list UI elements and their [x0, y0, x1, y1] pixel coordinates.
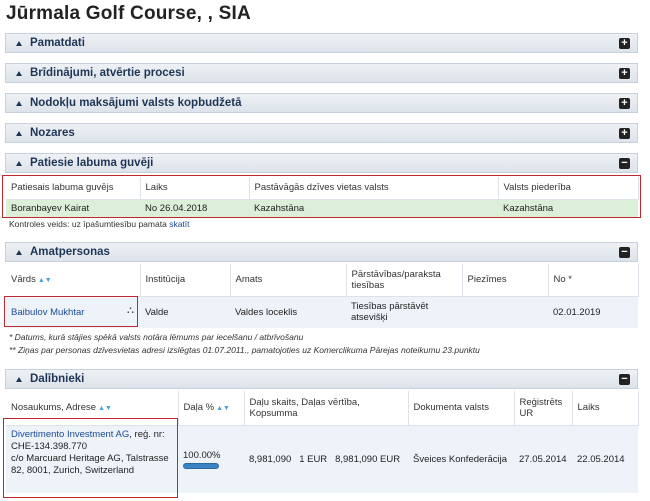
- section-bridinajumi[interactable]: [5, 63, 638, 83]
- col-header-nationality: Valsts piederība: [498, 177, 638, 199]
- expand-icon[interactable]: +: [619, 98, 630, 109]
- official-rights: Tiesības pārstāvēt atsevišķi: [351, 301, 429, 324]
- shareholder-country: Šveices Konfederācija: [413, 453, 507, 465]
- official-name-link[interactable]: Baibulov Mukhtar: [11, 306, 85, 318]
- official-position: Valdes loceklis: [235, 306, 298, 318]
- shareholder-reg: , reģ. nr: CHE-134.398.770: [11, 428, 165, 452]
- shareholder-share: 100.00%: [183, 449, 221, 461]
- col-header-name[interactable]: Vārds ▲▼: [6, 264, 140, 296]
- collapse-icon[interactable]: −: [619, 374, 630, 385]
- col-header-institution: Institūcija: [140, 264, 230, 296]
- official-name-cell: [6, 296, 140, 328]
- table-row: [6, 296, 638, 328]
- table-row: [6, 425, 638, 493]
- officials-table: [6, 264, 639, 328]
- caret-icon: [16, 41, 22, 46]
- view-link[interactable]: skatīt: [169, 219, 190, 229]
- beneficiary-residence: Kazahstāna: [254, 203, 305, 215]
- shareholder-count-cell: [244, 425, 408, 493]
- shareholder-share-cell: [178, 425, 244, 493]
- official-from: 02.01.2019: [553, 306, 601, 318]
- section-title: Nodokļu maksājumi valsts kopbudžetā: [30, 97, 242, 109]
- collapse-icon[interactable]: −: [619, 247, 630, 258]
- section-title: Dalībnieki: [30, 373, 85, 385]
- page-title: Jūrmala Golf Course, , SIA: [6, 3, 251, 24]
- section-nozares[interactable]: [5, 123, 638, 143]
- col-header-residence: Pastāvāgās dzīves vietas valsts: [249, 177, 498, 199]
- control-type: [9, 219, 190, 229]
- section-pamatdati[interactable]: [5, 33, 638, 53]
- section-dalibnieki[interactable]: [5, 369, 638, 389]
- shareholder-value: 1 EUR: [299, 453, 328, 465]
- expand-icon[interactable]: +: [619, 68, 630, 79]
- sort-icon[interactable]: ▲▼: [98, 405, 112, 413]
- section-title: Amatpersonas: [30, 246, 110, 258]
- col-header-from: Laiks: [572, 391, 638, 425]
- shareholder-name-cell: [6, 425, 178, 493]
- col-header-name: Patiesais labuma guvējs: [6, 177, 140, 199]
- shareholder-total: 8,981,090 EUR: [335, 453, 401, 465]
- beneficiary-nationality: Kazahstāna: [503, 203, 554, 215]
- col-header-country: Dokumenta valsts: [408, 391, 514, 425]
- shareholders-table: [6, 391, 639, 493]
- section-amatpersonas[interactable]: [5, 242, 638, 262]
- expand-icon[interactable]: +: [619, 128, 630, 139]
- caret-icon: [16, 101, 22, 106]
- official-institution: Valde: [145, 306, 169, 318]
- section-labuma[interactable]: [5, 153, 638, 173]
- caret-icon: [16, 161, 22, 166]
- shareholder-address: c/o Marcuard Heritage AG, Talstrasse 82, 8001, Zurich, Switzerland: [11, 452, 169, 476]
- sort-icon[interactable]: ▲▼: [216, 405, 230, 413]
- shareholder-count: 8,981,090: [249, 453, 292, 465]
- section-title: Patiesie labuma guvēji: [30, 157, 154, 169]
- col-header-registered: Reģistrēts UR: [514, 391, 572, 425]
- table-row: [6, 199, 638, 218]
- section-title: Pamatdati: [30, 37, 85, 49]
- col-header-time: Laiks: [140, 177, 249, 199]
- col-header-count: Daļu skaits, Daļas vērtība, Kopsumma: [244, 391, 408, 425]
- section-nodoklu[interactable]: [5, 93, 638, 113]
- official-notes: [462, 296, 548, 328]
- col-header-share[interactable]: Daļa % ▲▼: [178, 391, 244, 425]
- footnote-2: ** Ziņas par personas dzīvesvietas adresi izslēgtas 01.07.2011., pamatojoties uz Komerclikuma Pārejas noteikumu 23.punktu: [9, 345, 480, 355]
- col-header-name[interactable]: Nosaukums, Adrese ▲▼: [6, 391, 178, 425]
- share-progress-bar: [183, 463, 219, 469]
- collapse-icon[interactable]: −: [619, 158, 630, 169]
- footnote-1: * Datums, kurā stājies spēkā valsts notāra lēmums par iecelšanu / atbrīvošanu: [9, 332, 304, 342]
- shareholder-from: 22.05.2014: [577, 453, 625, 465]
- sort-icon[interactable]: ▲▼: [37, 277, 52, 285]
- beneficiary-name: Boranbayev Kairat: [11, 203, 90, 215]
- caret-icon: [16, 377, 22, 382]
- caret-icon: [16, 250, 22, 255]
- col-header-rights: Pārstāvības/paraksta tiesības: [346, 264, 462, 296]
- caret-icon: [16, 71, 22, 76]
- section-title: Brīdinājumi, atvērtie procesi: [30, 67, 185, 79]
- shareholder-name-link[interactable]: Divertimento Investment AG: [11, 428, 130, 440]
- col-header-notes: Piezīmes: [462, 264, 548, 296]
- org-chart-icon[interactable]: ⛬: [127, 304, 134, 316]
- col-header-from: No *: [548, 264, 638, 296]
- shareholder-registered: 27.05.2014: [519, 453, 567, 465]
- section-title: Nozares: [30, 127, 75, 139]
- caret-icon: [16, 131, 22, 136]
- col-header-position: Amats: [230, 264, 346, 296]
- expand-icon[interactable]: +: [619, 38, 630, 49]
- beneficiary-time: No 26.04.2018: [145, 203, 208, 215]
- control-text: Kontroles veids: uz īpašumtiesību pamata: [9, 219, 167, 229]
- beneficiaries-table: [6, 177, 639, 218]
